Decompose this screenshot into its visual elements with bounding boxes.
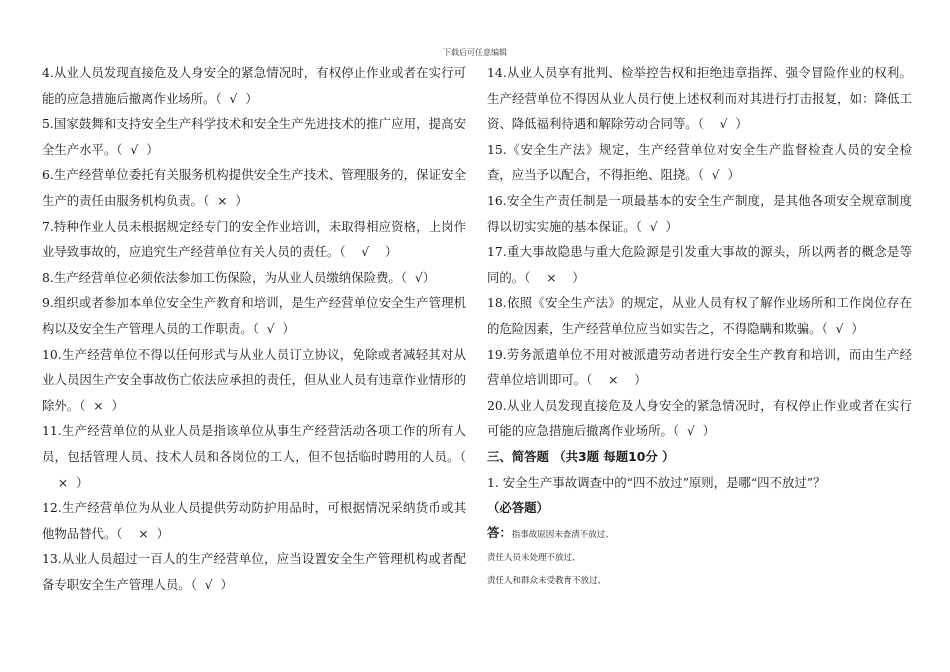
section-title: 三、简答题 （共3题 每题10分 ） [487, 448, 675, 464]
answer-mark: √ [196, 576, 221, 592]
answer-mark: √ [258, 320, 283, 336]
question-item-17: 17.重大事故隐患与重大危险源是引发重大事故的源头，所以两者的概念是等同的。（ × ） [487, 244, 912, 285]
question-item-19: 19.劳务派遣单位不用对被派遣劳动者进行安全生产教育和培训，而由生产经营单位培训即可。（ × ） [487, 346, 912, 388]
answer-mark: √ [345, 244, 385, 260]
answer-mark: × [85, 397, 112, 413]
answer-label: 答： [487, 524, 512, 540]
question-item-4: 4.从业人员发现直接危及人身安全的紧急情况时，有权停止作业或者在实行可能的应急措施后撤离作业场所。（ √ ） [42, 65, 466, 106]
question-item-10: 10.生产经营单位不得以任何形式与从业人员订立协议，免除或者减轻其对从业人员因生产安全事故伤亡依法应承担的责任，但从业人员有违章作业情形的除外。（ × ） [42, 346, 466, 413]
answer-mark: √ [221, 90, 246, 106]
answer-mark: √ [641, 218, 666, 234]
answer-line: 责任人员未处理不放过、 [487, 552, 581, 563]
question-item-18: 18.依照《安全生产法》的规定，从业人员有权了解作业场所和工作岗位存在的危险因素，生产经营单位应当如实告之，不得隐瞒和欺骗。（ √ ） [487, 295, 912, 336]
answer-line: 责任人和群众未受教育不放过、 [487, 575, 607, 586]
answer-mark: × [530, 269, 573, 285]
question-item-11: 11.生产经营单位的从业人员是指该单位从事生产经营活动各项工作的所有人员，包括管理人员、技术人员和各岗位的工人，但不包括临时聘用的人员。（ × ） [42, 423, 466, 490]
question-item-5: 5.国家鼓舞和支持安全生产科学技术和安全生产先进技术的推广应用，提高安全生产水平。（ √ ） [42, 116, 466, 157]
answer-mark: × [122, 525, 157, 541]
question-item-13: 13.从业人员超过一百人的生产经营单位，应当设置安全生产管理机构或者配备专职安全生产管理人员。（ √ ） [42, 551, 466, 592]
answer-mark: × [209, 192, 236, 208]
question-item-16: 16.安全生产责任制是一项最基本的安全生产制度，是其他各项安全规章制度得以切实实施的基本保证。（ √ ） [487, 192, 912, 234]
answer-mark: √ [703, 167, 728, 183]
question-item-7: 7.特种作业人员未根据规定经专门的安全作业培训，未取得相应资格，上岗作业导致事故的，应追究生产经营单位有关人员的责任。（ √ ） [42, 218, 466, 260]
page-header: 下载后可任意编辑 [443, 48, 507, 57]
answer-mark: √ [406, 269, 423, 285]
answer-mark: √ [827, 320, 852, 336]
answer-mark: × [42, 474, 77, 490]
answer-mark: √ [703, 116, 736, 132]
answer-line: 答：指事故原因未查清不放过、 [487, 524, 614, 540]
required-note: （必答题） [487, 500, 549, 516]
question-item-9: 9.组织或者参加本单位安全生产教育和培训，是生产经营单位安全生产管理机构以及安全生产管理人员的工作职责。（ √ ） [42, 295, 466, 336]
answer-mark: √ [122, 141, 147, 157]
left-column [42, 60, 466, 597]
question-item-12: 12.生产经营单位为从业人员提供劳动防护用品时，可根据情况采纳货币或其他物品替代。（ × ） [42, 500, 466, 541]
question-item-20: 20.从业人员发现直接危及人身安全的紧急情况时，有权停止作业或者在实行可能的应急措施后撤离作业场所。（ √ ） [487, 397, 912, 439]
question-item-6: 6.生产经营单位委托有关服务机构提供安全生产技术、管理服务的，保证安全生产的责任由服务机构负责。（ × ） [42, 167, 466, 208]
question-item-15: 15.《安全生产法》规定，生产经营单位对安全生产监督检查人员的安全检查，应当予以配合，不得拒绝、阻挠。（ √ ） [487, 141, 912, 183]
short-answer-question: 1. 安全生产事故调查中的“四不放过”原则，是哪“四不放过”？ [487, 474, 826, 490]
answer-mark: × [592, 372, 635, 388]
answer-mark: √ [679, 423, 703, 439]
right-column [487, 60, 912, 593]
question-item-8: 8.生产经营单位必须依法参加工伤保险，为从业人员缴纳保险费。（ √） [42, 269, 436, 285]
question-item-14: 14.从业人员享有批判、检举控告权和拒绝违章指挥、强令冒险作业的权利。生产经营单位不得因从业人员行使上述权利而对其进行打击报复，如：降低工资、降低福利待遇和解除劳动合同等。（ √ ） [487, 65, 912, 132]
